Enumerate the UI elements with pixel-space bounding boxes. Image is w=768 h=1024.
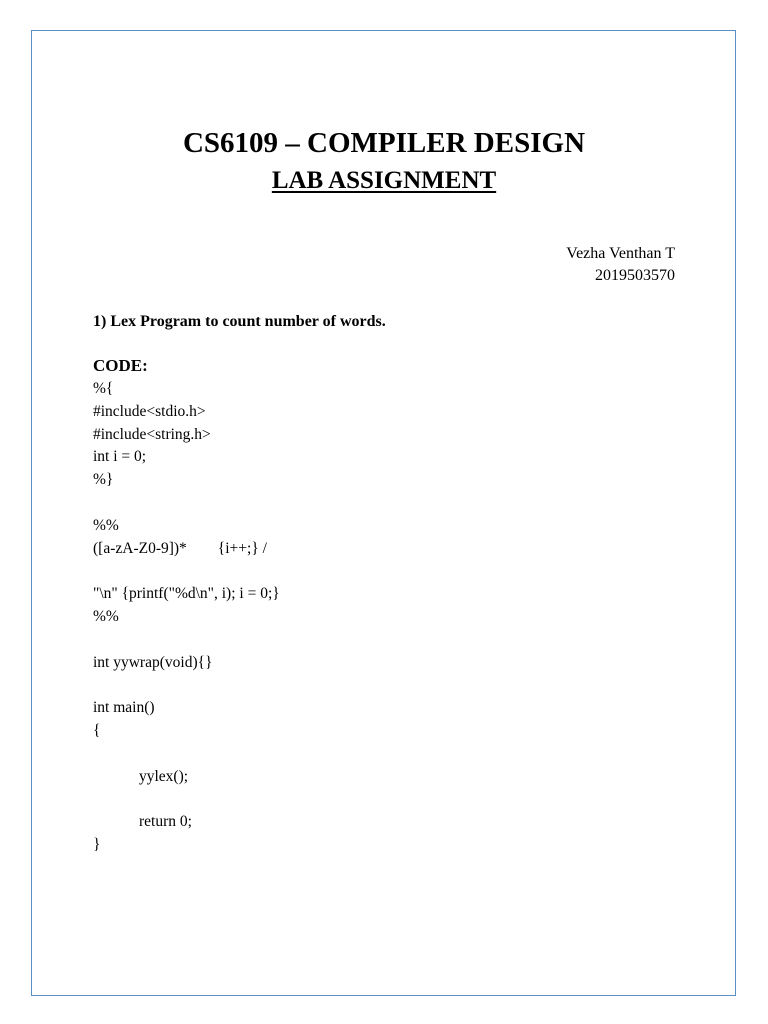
document-subtitle (0, 165, 768, 197)
code-line: yylex(); (139, 767, 189, 785)
document-title: CS6109 – COMPILER DESIGN (182, 127, 586, 159)
code-line: ([a-zA-Z0-9])* {i++;} / (93, 539, 267, 557)
code-line: %% (93, 607, 119, 625)
code-line: int main() (93, 699, 155, 717)
code-line (93, 788, 280, 811)
code-line: } (93, 835, 101, 853)
document-subtitle-text: LAB ASSIGNMENT (271, 167, 497, 194)
code-line: int yywrap(void){} (93, 653, 213, 671)
code-block (93, 378, 280, 857)
code-line (93, 560, 280, 583)
code-line (93, 629, 280, 652)
question-heading: 1) Lex Program to count number of words. (93, 313, 386, 330)
code-line: int i = 0; (93, 448, 147, 466)
code-line (93, 674, 280, 697)
code-line: return 0; (139, 813, 192, 831)
author-name: Vezha Venthan T (566, 245, 675, 262)
code-line: { (93, 721, 101, 739)
code-line: #include<string.h> (93, 425, 211, 443)
code-line (93, 492, 280, 515)
code-line (93, 743, 280, 766)
author-roll-number: 2019503570 (595, 267, 675, 284)
code-line: %} (93, 471, 114, 489)
code-heading: CODE: (93, 356, 148, 375)
author-block (566, 243, 675, 287)
code-line: %% (93, 516, 119, 534)
code-line: "\n" {printf("%d\n", i); i = 0;} (93, 585, 280, 603)
code-line: #include<stdio.h> (93, 402, 206, 420)
code-line: %{ (93, 380, 114, 397)
